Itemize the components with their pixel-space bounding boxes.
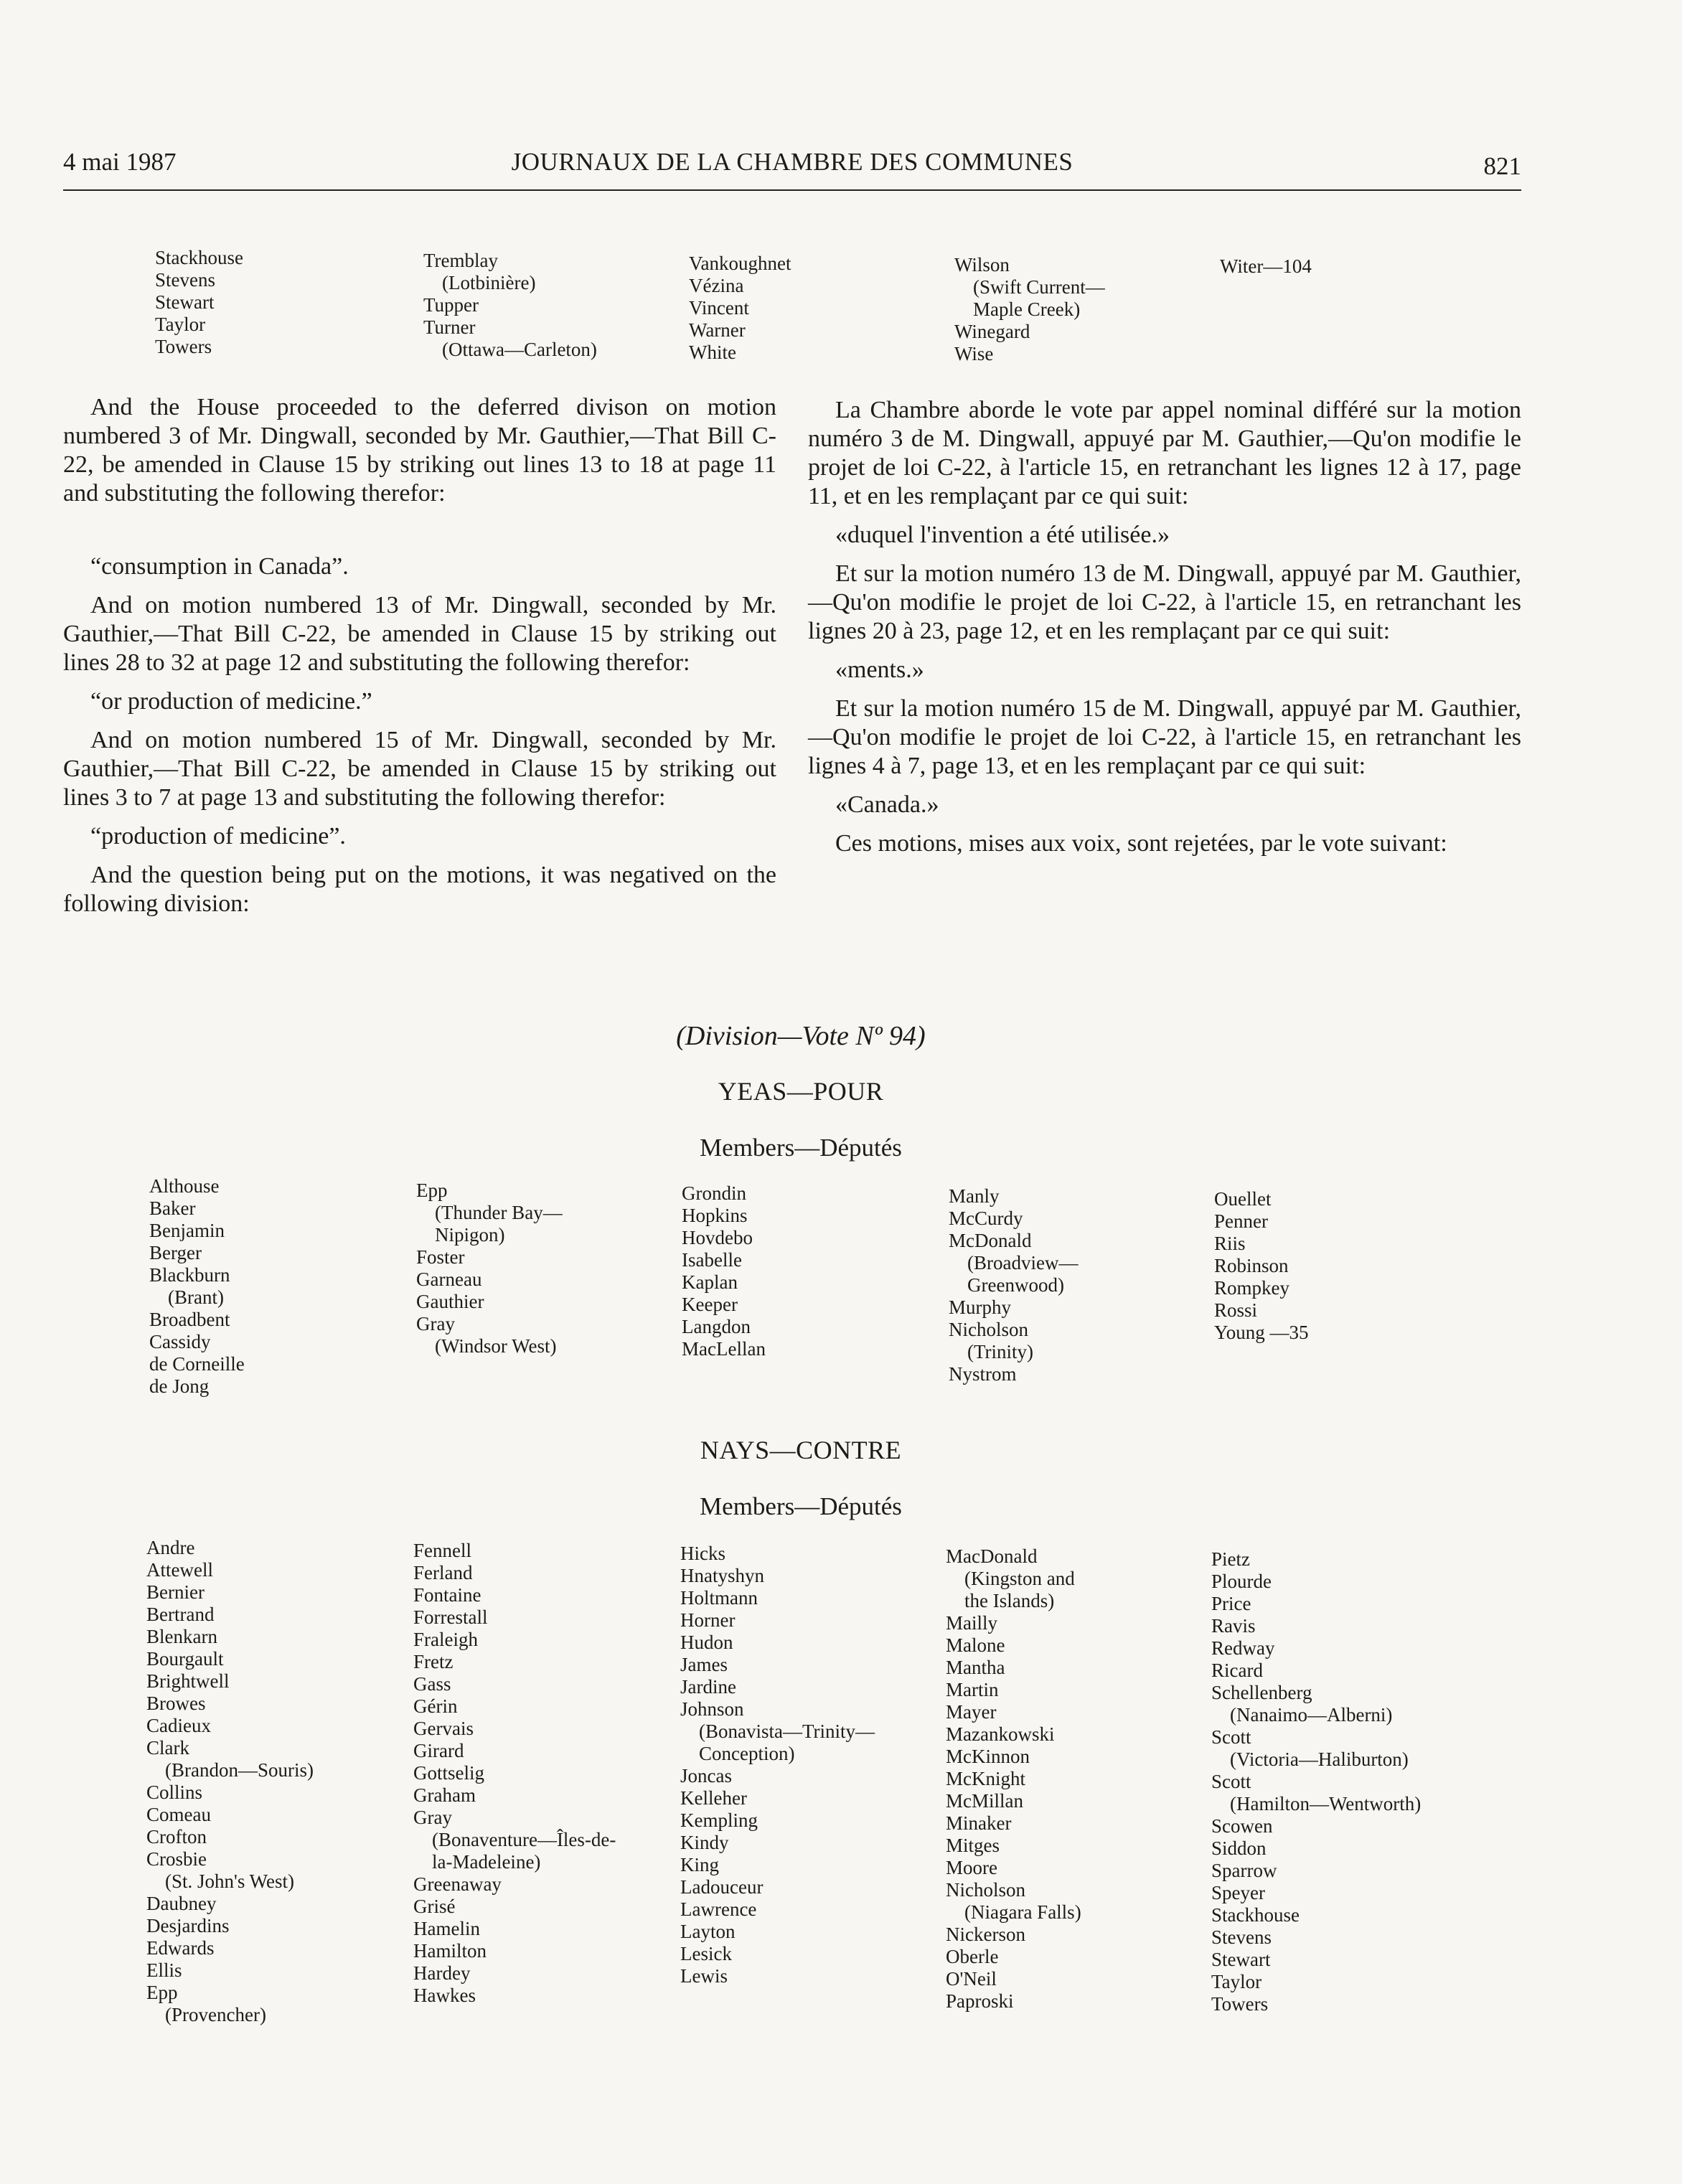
member-name: Martin [946,1679,999,1700]
member-name: Benjamin [149,1220,225,1241]
member-name: Ladouceur [680,1876,764,1898]
member-name: Mantha [946,1657,1005,1678]
member-name: Oberle [946,1946,999,1967]
name-column [413,1540,616,2007]
member-name: Hopkins [682,1205,748,1226]
member-name: Gray [413,1807,452,1828]
member-name: Conception) [699,1743,795,1764]
member-name: Price [1211,1593,1251,1614]
name-column [946,1545,1081,2013]
header-date: 4 mai 1987 [63,148,177,176]
english-quote: “production of medicine”. [90,823,346,849]
member-name: Stewart [1211,1949,1271,1970]
member-name: McDonald [949,1230,1032,1251]
english-quote: “consumption in Canada”. [90,553,349,580]
member-name: Bourgault [146,1648,224,1670]
name-column [1211,1548,1421,2015]
member-name: Stevens [1211,1926,1272,1948]
member-name: Scowen [1211,1815,1273,1837]
member-name: Hamilton [413,1940,487,1962]
member-name: Gervais [413,1718,474,1739]
name-column [680,1543,875,1987]
riding-name: (Provencher) [165,2004,266,2025]
member-name: Wilson [954,254,1010,276]
member-name: Stackhouse [155,247,243,268]
member-name: Johnson [680,1698,744,1720]
member-name: Bernier [146,1581,205,1603]
member-name: Taylor [1211,1971,1262,1992]
member-name: Lawrence [680,1898,757,1920]
nays-heading: NAYS—CONTRE [700,1436,902,1464]
english-paragraph: And the House proceeded to the deferred divison on motion numbered 3 of Mr. Dingwall, seconded by Mr. Gauthier,—That Bill C-22, be amended in Clause 15 by striking out lines 13 to 18 at page 11 and substituting the following therefor: [63,394,776,507]
member-name: Stackhouse [1211,1904,1300,1926]
riding-name: (Broadview— [967,1252,1079,1274]
member-name: Murphy [949,1296,1011,1318]
member-name: Turner [423,316,476,338]
member-name: Towers [1211,1993,1269,2015]
member-name: Attewell [146,1559,213,1581]
riding-name: (Bonaventure—Îles-de- [432,1829,616,1850]
member-name: Baker [149,1197,196,1219]
member-name: Jardine [680,1676,736,1698]
member-name: King [680,1854,719,1875]
member-name: Andre [146,1537,195,1558]
member-name: McKinnon [946,1746,1030,1767]
english-quote: “or production of medicine.” [90,688,372,715]
header-title: JOURNAUX DE LA CHAMBRE DES COMMUNES [511,148,1073,176]
member-name: Hudon [680,1632,733,1653]
member-name: Broadbent [149,1309,230,1330]
member-name: Crofton [146,1826,207,1848]
riding-name: (Nanaimo—Alberni) [1230,1704,1393,1726]
riding-name: (Swift Current— [973,276,1105,298]
member-name: Nicholson [949,1319,1028,1340]
member-name: Mitges [946,1835,1000,1856]
member-name: Plourde [1211,1571,1272,1592]
member-name: Gérin [413,1695,458,1717]
french-column [808,396,1521,868]
member-name: MacLellan [682,1338,766,1360]
riding-name: (Brant) [168,1286,224,1308]
member-name: Fretz [413,1651,454,1672]
member-name: Ellis [146,1959,182,1981]
name-column [423,250,597,361]
nays-members-heading: Members—Députés [700,1492,902,1520]
member-name: Lesick [680,1943,732,1964]
member-name: Browes [146,1693,206,1714]
riding-name: (St. John's West) [165,1870,294,1892]
member-name: Hawkes [413,1985,476,2006]
name-column [416,1180,563,1357]
member-name: Daubney [146,1893,217,1914]
yeas-heading: YEAS—POUR [718,1077,884,1106]
member-name: Keeper [682,1294,738,1315]
member-name: Lewis [680,1965,728,1987]
member-name: Wise [954,343,994,364]
riding-name: (Hamilton—Wentworth) [1230,1793,1422,1814]
member-name: Holtmann [680,1587,758,1609]
member-name: Speyer [1211,1882,1265,1903]
member-name: Riis [1214,1233,1246,1254]
member-name: Mazankowski [946,1723,1055,1745]
member-name: McKnight [946,1768,1025,1789]
member-name: Hnatyshyn [680,1565,764,1586]
member-name: Hovdebo [682,1227,753,1248]
member-name: Crosbie [146,1848,207,1870]
member-name: Girard [413,1740,464,1761]
member-name: Fennell [413,1540,471,1561]
french-paragraph: Et sur la motion numéro 13 de M. Dingwall, appuyé par M. Gauthier,—Qu'on modifie le projet de loi C-22, à l'article 15, en retranchant les lignes 20 à 23, page 12, et en les remplaçant par ce qui suit: [808,560,1521,644]
member-name: Fontaine [413,1584,481,1606]
member-name: Rompkey [1214,1277,1289,1299]
name-column [1220,255,1312,278]
member-name: Young —35 [1214,1322,1309,1343]
riding-name: (Ottawa—Carleton) [442,339,597,360]
member-name: Minaker [946,1812,1012,1834]
member-name: Gottselig [413,1762,484,1784]
member-name: Tupper [423,294,479,316]
member-name: Malone [946,1634,1005,1656]
member-name: Pietz [1211,1548,1250,1570]
french-quote: «duquel l'invention a été utilisée.» [835,522,1170,548]
member-name: de Jong [149,1375,210,1397]
member-name: Moore [946,1857,997,1878]
member-name: Garneau [416,1268,482,1290]
member-name: Greenaway [413,1873,502,1895]
member-name: Gray [416,1313,455,1335]
member-name: Joncas [680,1765,732,1787]
member-name: Layton [680,1921,736,1942]
member-name: Gauthier [416,1291,484,1312]
member-name: la-Madeleine) [432,1851,541,1873]
member-name: de Corneille [149,1353,245,1375]
member-name: Cadieux [146,1715,211,1736]
member-name: Epp [146,1982,178,2003]
member-name: Scott [1211,1771,1251,1792]
member-name: Ravis [1211,1615,1256,1637]
member-name: Clark [146,1737,189,1759]
member-name: Tremblay [423,250,499,271]
riding-name: (Brandon—Souris) [165,1759,314,1781]
page-number: 821 [1483,152,1521,180]
member-name: Mailly [946,1612,997,1634]
member-name: Comeau [146,1804,211,1825]
name-column [682,1182,766,1360]
member-name: Foster [416,1246,465,1268]
riding-name: (Trinity) [967,1341,1034,1362]
member-name: Hicks [680,1543,725,1564]
english-paragraph: And on motion numbered 13 of Mr. Dingwall, seconded by Mr. Gauthier,—That Bill C-22, be amended in Clause 15 by striking out lines 28 to 32 at page 12 and substituting the following therefor: [63,592,776,676]
member-name: Winegard [954,321,1030,342]
name-column [1214,1188,1309,1344]
division-title: (Division—Vote Nº 94) [676,1021,926,1051]
member-name: Stewart [155,291,215,313]
member-name: White [689,342,736,363]
member-name: O'Neil [946,1968,997,1990]
english-paragraph: And on motion numbered 15 of Mr. Dingwall, seconded by Mr. Gauthier,—That Bill C-22, be amended in Clause 15 by striking out lines 3 to 7 at page 13 and substituting the following therefor: [63,727,776,811]
member-name: Towers [155,336,212,357]
member-name: Scott [1211,1726,1251,1748]
member-name: Isabelle [682,1249,742,1271]
member-name: Mayer [946,1701,997,1723]
member-name: Nickerson [946,1924,1025,1945]
french-quote: «Canada.» [835,791,939,818]
member-name: Epp [416,1180,448,1201]
member-name: Blackburn [149,1264,230,1286]
member-name: Collins [146,1781,203,1803]
member-name: Vincent [689,297,749,319]
member-name: Edwards [146,1937,215,1959]
member-name: Maple Creek) [973,298,1081,320]
riding-name: (Bonavista—Trinity— [699,1721,875,1742]
member-name: Hamelin [413,1918,480,1939]
member-name: Schellenberg [1211,1682,1312,1703]
riding-name: (Victoria—Haliburton) [1230,1748,1409,1770]
member-name: Ferland [413,1562,473,1583]
yeas-members-heading: Members—Députés [700,1134,902,1162]
member-name: Greenwood) [967,1274,1064,1296]
member-name: McMillan [946,1790,1023,1812]
riding-name: (Niagara Falls) [964,1901,1081,1923]
member-name: Brightwell [146,1670,230,1692]
riding-name: (Kingston and [964,1568,1075,1589]
member-name: Grondin [682,1182,746,1204]
member-name: Cassidy [149,1331,211,1352]
french-quote: «ments.» [835,656,924,683]
member-name: the Islands) [964,1590,1055,1611]
member-name: Kindy [680,1832,729,1853]
member-name: Bertrand [146,1604,215,1625]
name-column [146,1537,314,2026]
member-name: Nicholson [946,1879,1025,1901]
member-name: Stevens [155,269,215,291]
english-paragraph: And the question being put on the motions, it was negatived on the following division: [63,862,776,917]
riding-name: (Windsor West) [435,1335,557,1357]
member-name: Horner [680,1609,736,1631]
member-name: Nipigon) [435,1224,505,1246]
member-name: Warner [689,319,746,341]
name-column [949,1185,1078,1385]
member-name: Blenkarn [146,1626,217,1647]
member-name: Siddon [1211,1837,1267,1859]
member-name: Gass [413,1673,451,1695]
member-name: Ricard [1211,1660,1263,1681]
name-column [689,253,791,364]
member-name: Graham [413,1784,476,1806]
name-column [954,254,1105,365]
member-name: Nystrom [949,1363,1017,1385]
member-name: Sparrow [1211,1860,1277,1881]
french-paragraph: La Chambre aborde le vote par appel nominal différé sur la motion numéro 3 de M. Dingwall, appuyé par M. Gauthier,—Qu'on modifie le projet de loi C-22, à l'article 15, en retranchant les lignes 12 à 17, page 11, et en les remplaçant par ce qui suit: [808,397,1521,509]
member-name: Paproski [946,1990,1014,2012]
member-name: Hardey [413,1962,471,1984]
member-name: Penner [1214,1210,1268,1232]
member-name: Desjardins [146,1915,230,1936]
member-name: Rossi [1214,1299,1258,1321]
member-name: Ouellet [1214,1188,1272,1210]
member-name: Vézina [689,275,744,296]
member-name: Fraleigh [413,1629,478,1650]
riding-name: (Lotbinière) [442,272,536,293]
member-name: Manly [949,1185,1000,1207]
member-name: Kelleher [680,1787,747,1809]
member-name: Berger [149,1242,202,1263]
member-name: Forrestall [413,1606,488,1628]
member-name: Kaplan [682,1271,738,1293]
english-column [63,393,776,928]
french-paragraph: Et sur la motion numéro 15 de M. Dingwall, appuyé par M. Gauthier,—Qu'on modifie le projet de loi C-22, à l'article 15, en retranchant les lignes 4 à 7, page 13, et en les remplaçant par ce qui suit: [808,695,1521,779]
name-column [149,1175,245,1398]
member-name: Redway [1211,1637,1275,1659]
member-name: Grisé [413,1896,456,1917]
member-name: McCurdy [949,1208,1023,1229]
member-name: Taylor [155,314,206,335]
member-name: Witer—104 [1220,255,1312,277]
member-name: Langdon [682,1316,751,1337]
member-name: Vankoughnet [689,253,791,274]
french-paragraph: Ces motions, mises aux voix, sont rejetées, par le vote suivant: [835,830,1447,857]
member-name: Robinson [1214,1255,1289,1276]
member-name: James [680,1654,728,1675]
name-column [155,247,243,358]
riding-name: (Thunder Bay— [435,1202,563,1223]
member-name: MacDonald [946,1545,1038,1567]
member-name: Kempling [680,1809,758,1831]
member-name: Althouse [149,1175,220,1197]
running-header [63,148,1521,191]
